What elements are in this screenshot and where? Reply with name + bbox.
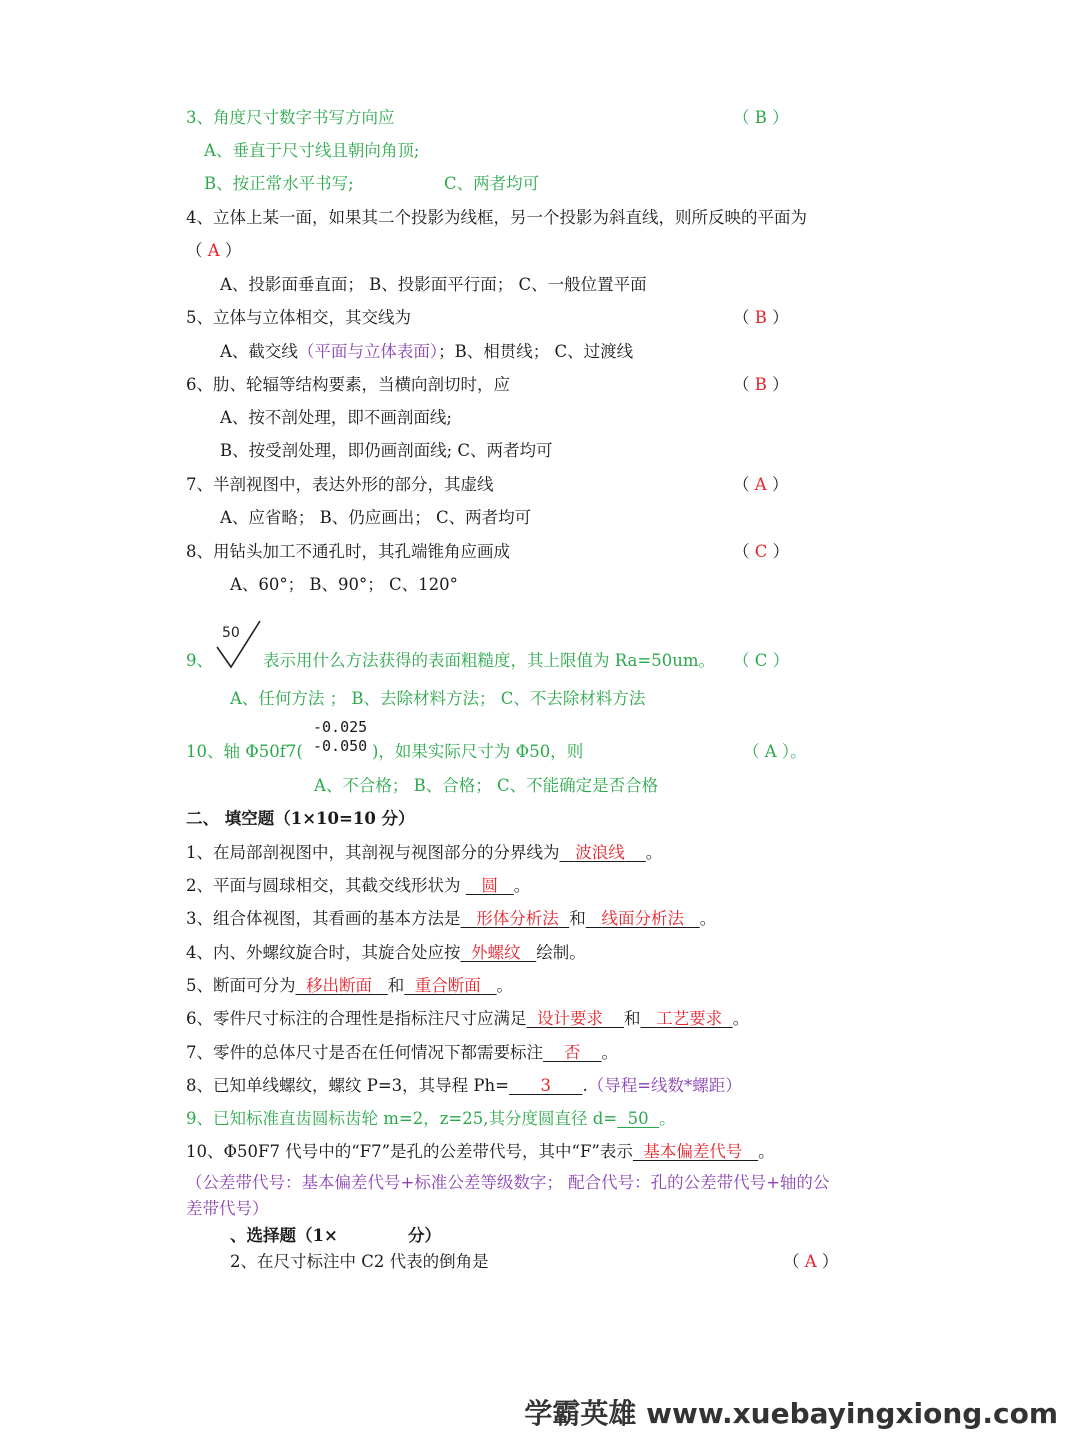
paren-close: ） — [772, 542, 790, 561]
section3-title-b: 分） — [408, 1226, 441, 1245]
q8-text: 8、用钻头加工不通孔时，其孔端锥角应画成 — [186, 542, 510, 561]
q6-answer: B — [754, 375, 767, 394]
paren-close: ） — [772, 375, 789, 394]
q4-answer-box — [186, 240, 241, 262]
fill-3-mid: 和 — [569, 909, 586, 928]
fill-7-end: 。 — [601, 1043, 618, 1062]
fill-1-end: 。 — [645, 843, 663, 862]
fill-8 — [186, 1075, 742, 1097]
q9-answer: （ C ） — [733, 651, 790, 670]
q3-option-c: C、两者均可 — [444, 174, 540, 193]
fill-1-answer: 波浪线 — [575, 843, 625, 862]
fill-4 — [186, 942, 586, 964]
watermark: 学霸英雄 www.xuebayingxiong.com — [524, 1397, 1058, 1430]
q5-answer-box — [733, 307, 789, 329]
fill-3 — [186, 908, 716, 930]
paren-open: （ — [783, 1252, 800, 1271]
fill-9-answer: 50 — [627, 1109, 649, 1128]
fill-6-blank-1 — [527, 1009, 624, 1028]
fill-5-mid: 和 — [387, 976, 405, 995]
q3-answer: （ B ） — [733, 108, 789, 127]
fill-3-answer-2: 线面分析法 — [601, 909, 684, 928]
paren-close: ） — [224, 241, 242, 260]
paren-close: ） — [772, 308, 789, 327]
fill-3-answer-1: 形体分析法 — [476, 909, 559, 928]
q7-answer-box — [733, 474, 788, 496]
fill-3-text: 3、组合体视图，其看画的基本方法是 — [186, 909, 461, 928]
fill-1-blank — [560, 843, 646, 862]
fill-4-end: 绘制。 — [536, 943, 586, 962]
fill-6-mid: 和 — [623, 1009, 641, 1028]
paren-open: （ — [733, 475, 750, 494]
fill-1-text: 1、在局部剖视图中，其剖视与视图部分的分界线为 — [186, 843, 560, 862]
fill-3-blank-2 — [586, 909, 700, 928]
fill-2 — [186, 875, 530, 897]
q5-note: （平面与立体表面） — [297, 342, 439, 361]
fill-6-answer-1: 设计要求 — [537, 1009, 603, 1028]
fill-7 — [186, 1042, 618, 1064]
q9-options: A、任何方法 ； B、去除材料方法； C、不去除材料方法 — [230, 689, 646, 708]
q4-text: 4、立体上某一面，如果其二个投影为线框，另一个投影为斜直线，则所反映的平面为 — [186, 208, 807, 227]
fill-4-text: 4、内、外螺纹旋合时，其旋合处应按 — [186, 943, 461, 962]
fill-10-blank — [633, 1142, 758, 1161]
fill-6-blank-2 — [640, 1009, 732, 1028]
q3-option-b: B、按正常水平书写; — [204, 174, 354, 193]
fill-4-blank — [461, 943, 537, 962]
q5-options — [220, 341, 633, 363]
q9-text: 表示用什么方法获得的表面粗糙度，其上限值为 Ra=50um。 — [263, 651, 715, 670]
fill-8-text: 8、已知单线螺纹，螺纹 P=3，其导程 Ph= — [186, 1076, 509, 1095]
fill-2-answer: 圆 — [481, 876, 498, 895]
q5-option-a: A、截交线 — [220, 342, 298, 361]
fill-8-note: （导程=线数*螺距） — [587, 1076, 742, 1095]
q3-text: 3、角度尺寸数字书写方向应 — [186, 108, 395, 127]
upper-deviation: -0.025 — [313, 718, 368, 736]
fill-5-end: 。 — [496, 976, 513, 995]
surface-roughness-icon — [214, 617, 264, 669]
fill-4-answer: 外螺纹 — [471, 943, 521, 962]
q7-options: A、应省略； B、仍应画出； C、两者均可 — [220, 508, 532, 527]
paren-open: （ — [186, 241, 203, 260]
fill-5 — [186, 975, 513, 997]
fill-7-blank — [543, 1043, 601, 1062]
q8-answer: C — [754, 542, 768, 561]
fill-1 — [186, 842, 662, 864]
fill-2-blank — [466, 876, 514, 895]
q7-text: 7、半剖视图中，表达外形的部分，其虚线 — [186, 475, 494, 494]
fill-9-text: 9、已知标准直齿圆标齿轮 m=2，z=25,其分度圆直径 d= — [186, 1109, 618, 1128]
q10-text-a: 10、轴 Φ50f7( — [186, 742, 303, 761]
q10-answer: （ A ）。 — [743, 742, 807, 761]
fill-8-answer: 3 — [540, 1076, 551, 1095]
q5-text: 5、立体与立体相交，其交线为 — [186, 308, 411, 327]
fill-5-answer-2: 重合断面 — [414, 976, 481, 995]
q6-answer-box — [733, 374, 789, 396]
fill-3-end: 。 — [699, 909, 717, 928]
q6-option-a: A、按不剖处理，即不画剖面线; — [220, 408, 452, 427]
q7-answer: A — [754, 475, 767, 494]
fill-8-blank — [509, 1076, 582, 1095]
fill-6 — [186, 1008, 749, 1030]
fill-5-answer-1: 移出断面 — [306, 976, 372, 995]
q9-number: 9、 — [186, 651, 213, 670]
q4-options: A、投影面垂直面； B、投影面平行面； C、一般位置平面 — [220, 275, 647, 294]
fill-8-end: . — [582, 1076, 588, 1095]
fill-7-text: 7、零件的总体尺寸是否在任何情况下都需要标注 — [186, 1043, 543, 1062]
q6-option-bc: B、按受剖处理，即仍画剖面线; C、两者均可 — [220, 441, 553, 460]
tolerance-stack — [313, 718, 367, 756]
fill-10-text: 10、Φ50F7 代号中的“F7”是孔的公差带代号，其中“F”表示 — [186, 1142, 633, 1161]
fill-5-text: 5、断面可分为 — [186, 976, 296, 995]
fill-10-note-1: （公差带代号：基本偏差代号+标准公差等级数字； 配合代号：孔的公差带代号+轴的公 — [186, 1173, 830, 1192]
fill-6-end: 。 — [732, 1009, 750, 1028]
paren-close: ） — [821, 1252, 839, 1271]
fill-10 — [186, 1141, 775, 1163]
fill-5-blank-2 — [404, 976, 496, 995]
fill-9-blank — [617, 1109, 659, 1128]
q8-answer-box — [733, 541, 789, 563]
roughness-value: 50 — [222, 625, 240, 641]
q6-text: 6、肋、轮辐等结构要素，当横向剖切时，应 — [186, 375, 510, 394]
paren-open: （ — [733, 542, 750, 561]
paren-close: ） — [771, 475, 789, 494]
fill-2-text: 2、平面与圆球相交，其截交线形状为 — [186, 876, 466, 895]
paren-open: （ — [733, 308, 750, 327]
q5-answer: B — [754, 308, 767, 327]
fill-10-note-2: 差带代号） — [186, 1199, 269, 1218]
fill-9-end: 。 — [659, 1109, 676, 1128]
q3-option-a: A、垂直于尺寸线且朝向角顶; — [204, 141, 420, 160]
fill-9 — [186, 1108, 676, 1130]
fill-6-answer-2: 工艺要求 — [656, 1009, 723, 1028]
q10-options: A、不合格； B、合格； C、不能确定是否合格 — [314, 776, 659, 795]
section3-title-a: 、选择题（1× — [230, 1226, 338, 1245]
fill-7-answer: 否 — [563, 1043, 581, 1062]
fill-10-end: 。 — [758, 1142, 775, 1161]
paren-open: （ — [733, 375, 750, 394]
section2-title: 二、 填空题（1×10=10 分） — [186, 809, 415, 828]
q10-text-b: )，如果实际尺寸为 Φ50，则 — [372, 742, 584, 761]
q5-option-rest: ；B、相贯线； C、过渡线 — [438, 342, 634, 361]
fill-5-blank-1 — [296, 976, 388, 995]
fill-6-text: 6、零件尺寸标注的合理性是指标注尺寸应满足 — [186, 1009, 527, 1028]
q8-options: A、60°； B、90°； C、120° — [230, 575, 458, 594]
fill-2-end: 。 — [513, 876, 531, 895]
fill-3-blank-1 — [461, 909, 570, 928]
lower-deviation: -0.050 — [313, 737, 368, 755]
c2-answer: A — [804, 1252, 817, 1271]
c2-answer-box — [783, 1251, 838, 1273]
q4-answer: A — [207, 241, 220, 260]
fill-10-answer: 基本偏差代号 — [643, 1142, 743, 1161]
c2-text: 2、在尺寸标注中 C2 代表的倒角是 — [230, 1252, 489, 1271]
